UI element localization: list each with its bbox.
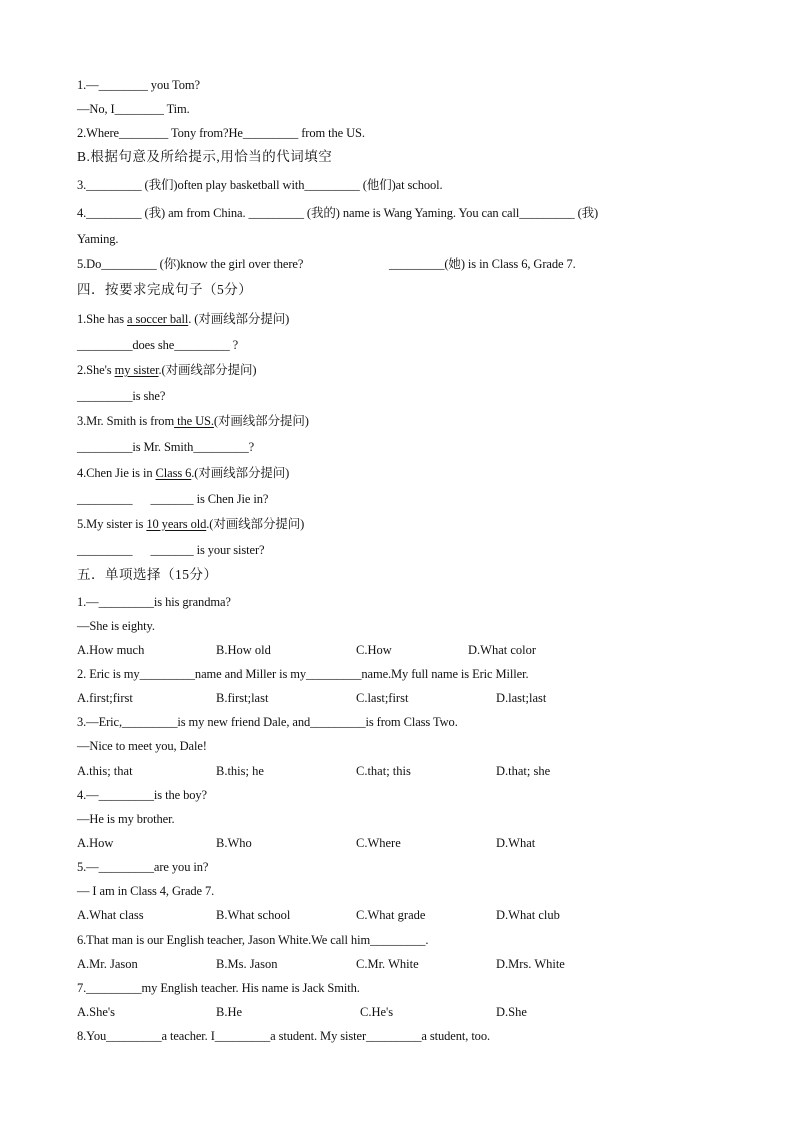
option-a: A.What class xyxy=(77,908,144,922)
answer-line: _________is she? xyxy=(77,389,166,403)
option-d: D.last;last xyxy=(496,691,547,705)
q-line: Yaming. xyxy=(77,232,119,246)
option-b: B.Who xyxy=(216,836,252,850)
option-c: C.Where xyxy=(356,836,401,850)
underlined-part: 10 years old xyxy=(146,517,207,531)
option-b: B.first;last xyxy=(216,691,269,705)
option-a: A.Mr. Jason xyxy=(77,957,138,971)
section-5-heading: 五．单项选择（15分） xyxy=(77,567,218,582)
mc-response: — I am in Class 4, Grade 7. xyxy=(77,884,215,898)
q-line: 2.Where________ Tony from?He_________ from the US. xyxy=(77,126,365,140)
option-c: C.How xyxy=(356,643,392,657)
option-c: C.What grade xyxy=(356,908,426,922)
answer-line: _________does she_________ ? xyxy=(77,338,239,352)
option-a: A.How much xyxy=(77,643,145,657)
rewrite-question: 3.Mr. Smith is from the US.(对画线部分提问) xyxy=(77,414,309,428)
q-line: _________(她) is in Class 6, Grade 7. xyxy=(389,257,576,271)
option-b: B.Ms. Jason xyxy=(216,957,278,971)
mc-question: 8.You_________a teacher. I_________a student. My sister_________a student, too. xyxy=(77,1029,491,1043)
option-b: B.this; he xyxy=(216,764,264,778)
option-c: C.Mr. White xyxy=(356,957,419,971)
mc-response: —Nice to meet you, Dale! xyxy=(77,739,207,753)
section-b-heading: B.根据句意及所给提示,用恰当的代词填空 xyxy=(77,149,333,164)
mc-question: 7._________my English teacher. His name is Jack Smith. xyxy=(77,981,360,995)
option-c: C.that; this xyxy=(356,764,411,778)
option-b: B.How old xyxy=(216,643,271,657)
q-line: 3._________ (我们)often play basketball with_________ (他们)at school. xyxy=(77,178,443,192)
option-d: D.What xyxy=(496,836,536,850)
mc-response: —She is eighty. xyxy=(77,619,155,633)
q-line: 4._________ (我) am from China. _________ (我的) name is Wang Yaming. You can call_________ (我) xyxy=(77,206,599,220)
q-line: 5.Do_________ (你)know the girl over there? xyxy=(77,257,304,271)
q-line: 1.—________ you Tom? xyxy=(77,78,200,92)
option-a: A.She's xyxy=(77,1005,116,1019)
q-line: —No, I________ Tim. xyxy=(77,102,190,116)
answer-line: _________is Mr. Smith_________? xyxy=(77,440,255,454)
option-c: C.He's xyxy=(360,1005,394,1019)
mc-response: —He is my brother. xyxy=(77,812,175,826)
option-d: D.What color xyxy=(468,643,537,657)
mc-question: 3.—Eric,_________is my new friend Dale, and_________is from Class Two. xyxy=(77,715,458,729)
answer-line: _________ _______ is Chen Jie in? xyxy=(77,492,269,506)
option-d: D.She xyxy=(496,1005,527,1019)
mc-question: 2. Eric is my_________name and Miller is my_________name.My full name is Eric Miller. xyxy=(77,667,529,681)
underlined-part: a soccer ball xyxy=(127,312,189,326)
option-d: D.Mrs. White xyxy=(496,957,565,971)
option-d: D.that; she xyxy=(496,764,551,778)
option-d: D.What club xyxy=(496,908,560,922)
mc-question: 5.—_________are you in? xyxy=(77,860,209,874)
option-b: B.What school xyxy=(216,908,291,922)
underlined-part: the US. xyxy=(174,414,214,428)
mc-question: 6.That man is our English teacher, Jason White.We call him_________. xyxy=(77,933,429,947)
option-a: A.this; that xyxy=(77,764,133,778)
underlined-part: Class 6 xyxy=(155,466,192,480)
answer-line: _________ _______ is your sister? xyxy=(77,543,265,557)
option-a: A.How xyxy=(77,836,114,850)
rewrite-question: 5.My sister is 10 years old.(对画线部分提问) xyxy=(77,517,305,531)
rewrite-question: 4.Chen Jie is in Class 6.(对画线部分提问) xyxy=(77,466,290,480)
underlined-part: my sister xyxy=(114,363,159,377)
rewrite-question: 2.She's my sister.(对画线部分提问) xyxy=(77,363,257,377)
option-a: A.first;first xyxy=(77,691,133,705)
mc-question: 4.—_________is the boy? xyxy=(77,788,207,802)
rewrite-question: 1.She has a soccer ball. (对画线部分提问) xyxy=(77,312,290,326)
section-4-heading: 四．按要求完成句子（5分） xyxy=(77,282,253,297)
mc-question: 1.—_________is his grandma? xyxy=(77,595,231,609)
option-c: C.last;first xyxy=(356,691,409,705)
option-b: B.He xyxy=(216,1005,243,1019)
